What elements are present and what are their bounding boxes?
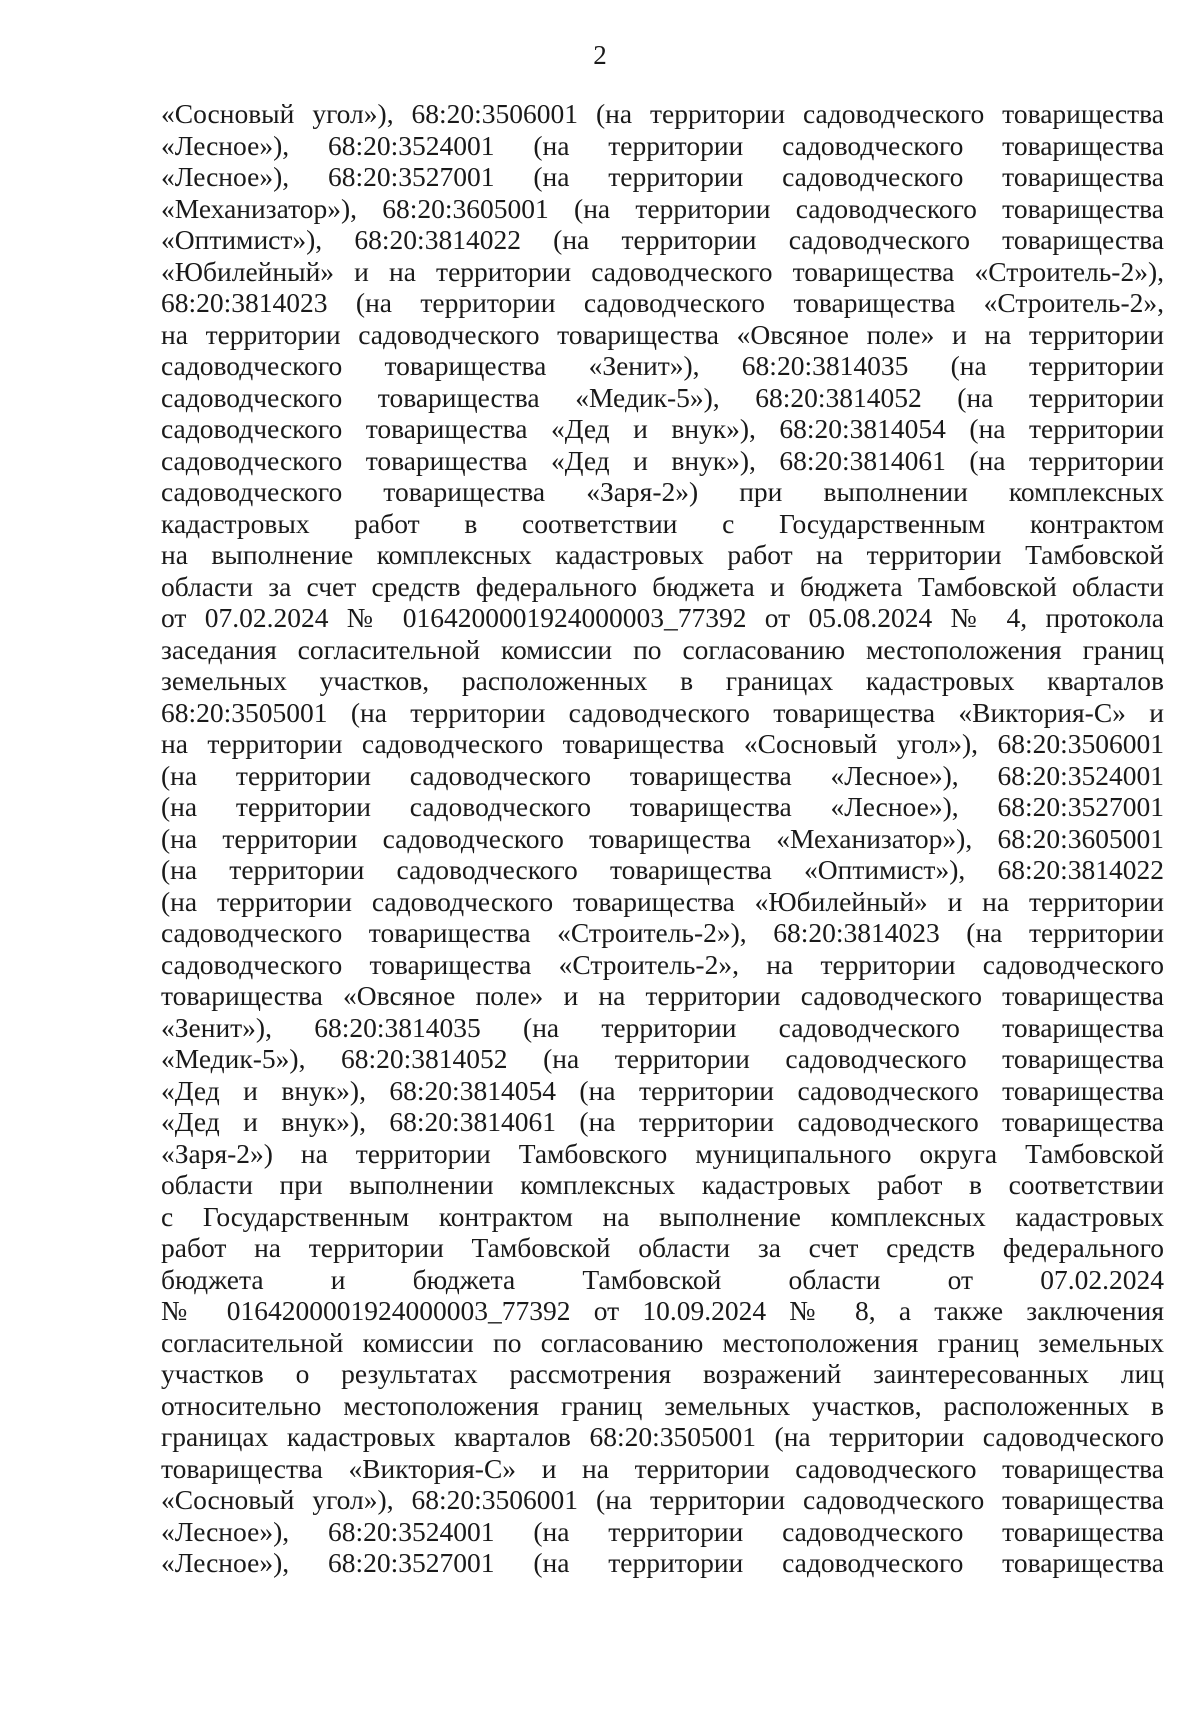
text-line: № 0164200001924000003_77392 от 10.09.2024 № 8, а также заключения	[161, 1295, 1164, 1326]
text-line: кадастровых работ в соответствии с Государственным контрактом	[161, 507, 1164, 539]
text-line: «Дед и внук»), 68:20:3814054 (на территории садоводческого товарищества	[161, 1074, 1164, 1106]
text-line: границах кадастровых кварталов 68:20:3505001 (на территории садоводческого	[161, 1421, 1164, 1452]
text-line: «Сосновый угол»), 68:20:3506001 (на территории садоводческого товарищества	[161, 1484, 1164, 1515]
document-body	[161, 98, 1164, 1579]
text-line: бюджета и бюджета Тамбовской области от 07.02.2024	[161, 1263, 1164, 1295]
text-line: садоводческого товарищества «Дед и внук»), 68:20:3814061 (на территории	[161, 444, 1164, 476]
text-line: садоводческого товарищества «Медик-5»), 68:20:3814052 (на территории	[161, 381, 1164, 413]
text-line: относительно местоположения границ земельных участков, расположенных в	[161, 1389, 1164, 1421]
text-line: «Медик-5»), 68:20:3814052 (на территории садоводческого товарищества	[161, 1043, 1164, 1074]
text-line: на территории садоводческого товарищества «Сосновый угол»), 68:20:3506001	[161, 728, 1164, 759]
text-line: «Юбилейный» и на территории садоводческого товарищества «Строитель-2»),	[161, 255, 1164, 287]
text-line: «Оптимист»), 68:20:3814022 (на территории садоводческого товарищества	[161, 224, 1164, 255]
text-line: садоводческого товарищества «Заря-2») при выполнении комплексных	[161, 476, 1164, 507]
text-line: «Лесное»), 68:20:3527001 (на территории садоводческого товарищества	[161, 1547, 1164, 1578]
text-line: «Лесное»), 68:20:3524001 (на территории садоводческого товарищества	[161, 1515, 1164, 1547]
text-line: согласительной комиссии по согласованию местоположения границ земельных	[161, 1326, 1164, 1358]
text-line: садоводческого товарищества «Строитель-2»), 68:20:3814023 (на территории	[161, 917, 1164, 948]
text-line: работ на территории Тамбовской области за счет средств федерального	[161, 1232, 1164, 1263]
text-line: от 07.02.2024 № 0164200001924000003_77392 от 05.08.2024 № 4, протокола	[161, 602, 1164, 633]
text-line: «Лесное»), 68:20:3527001 (на территории садоводческого товарищества	[161, 161, 1164, 192]
text-line: садоводческого товарищества «Дед и внук»), 68:20:3814054 (на территории	[161, 413, 1164, 444]
text-line: заседания согласительной комиссии по согласованию местоположения границ	[161, 633, 1164, 665]
text-line: области за счет средств федерального бюджета и бюджета Тамбовской области	[161, 570, 1164, 602]
text-line: с Государственным контрактом на выполнение комплексных кадастровых	[161, 1200, 1164, 1232]
text-line: земельных участков, расположенных в границах кадастровых кварталов	[161, 665, 1164, 696]
text-line: «Заря-2») на территории Тамбовского муниципального округа Тамбовской	[161, 1137, 1164, 1169]
text-line: «Сосновый угол»), 68:20:3506001 (на территории садоводческого товарищества	[161, 98, 1164, 129]
text-line: «Дед и внук»), 68:20:3814061 (на территории садоводческого товарищества	[161, 1106, 1164, 1137]
text-line: на территории садоводческого товарищества «Овсяное поле» и на территории	[161, 318, 1164, 350]
text-line: товарищества «Виктория-С» и на территории садоводческого товарищества	[161, 1452, 1164, 1484]
text-line: «Зенит»), 68:20:3814035 (на территории садоводческого товарищества	[161, 1011, 1164, 1043]
text-line: садоводческого товарищества «Зенит»), 68:20:3814035 (на территории	[161, 350, 1164, 381]
text-line: (на территории садоводческого товарищества «Оптимист»), 68:20:3814022	[161, 854, 1164, 885]
text-line: (на территории садоводческого товарищества «Механизатор»), 68:20:3605001	[161, 822, 1164, 854]
text-line: (на территории садоводческого товарищества «Лесное»), 68:20:3527001	[161, 791, 1164, 822]
text-line: «Механизатор»), 68:20:3605001 (на территории садоводческого товарищества	[161, 192, 1164, 224]
text-line: 68:20:3814023 (на территории садоводческого товарищества «Строитель-2»,	[161, 287, 1164, 318]
text-line: (на территории садоводческого товарищества «Лесное»), 68:20:3524001	[161, 759, 1164, 791]
text-line: товарищества «Овсяное поле» и на территории садоводческого товарищества	[161, 980, 1164, 1011]
text-line: области при выполнении комплексных кадастровых работ в соответствии	[161, 1169, 1164, 1200]
text-line: садоводческого товарищества «Строитель-2», на территории садоводческого	[161, 948, 1164, 980]
text-line: (на территории садоводческого товарищества «Юбилейный» и на территории	[161, 885, 1164, 917]
text-line: на выполнение комплексных кадастровых работ на территории Тамбовской	[161, 539, 1164, 570]
text-line: «Лесное»), 68:20:3524001 (на территории садоводческого товарищества	[161, 129, 1164, 161]
page-number: 2	[593, 40, 607, 70]
text-line: участков о результатах рассмотрения возражений заинтересованных лиц	[161, 1358, 1164, 1389]
text-line: 68:20:3505001 (на территории садоводческого товарищества «Виктория-С» и	[161, 696, 1164, 728]
